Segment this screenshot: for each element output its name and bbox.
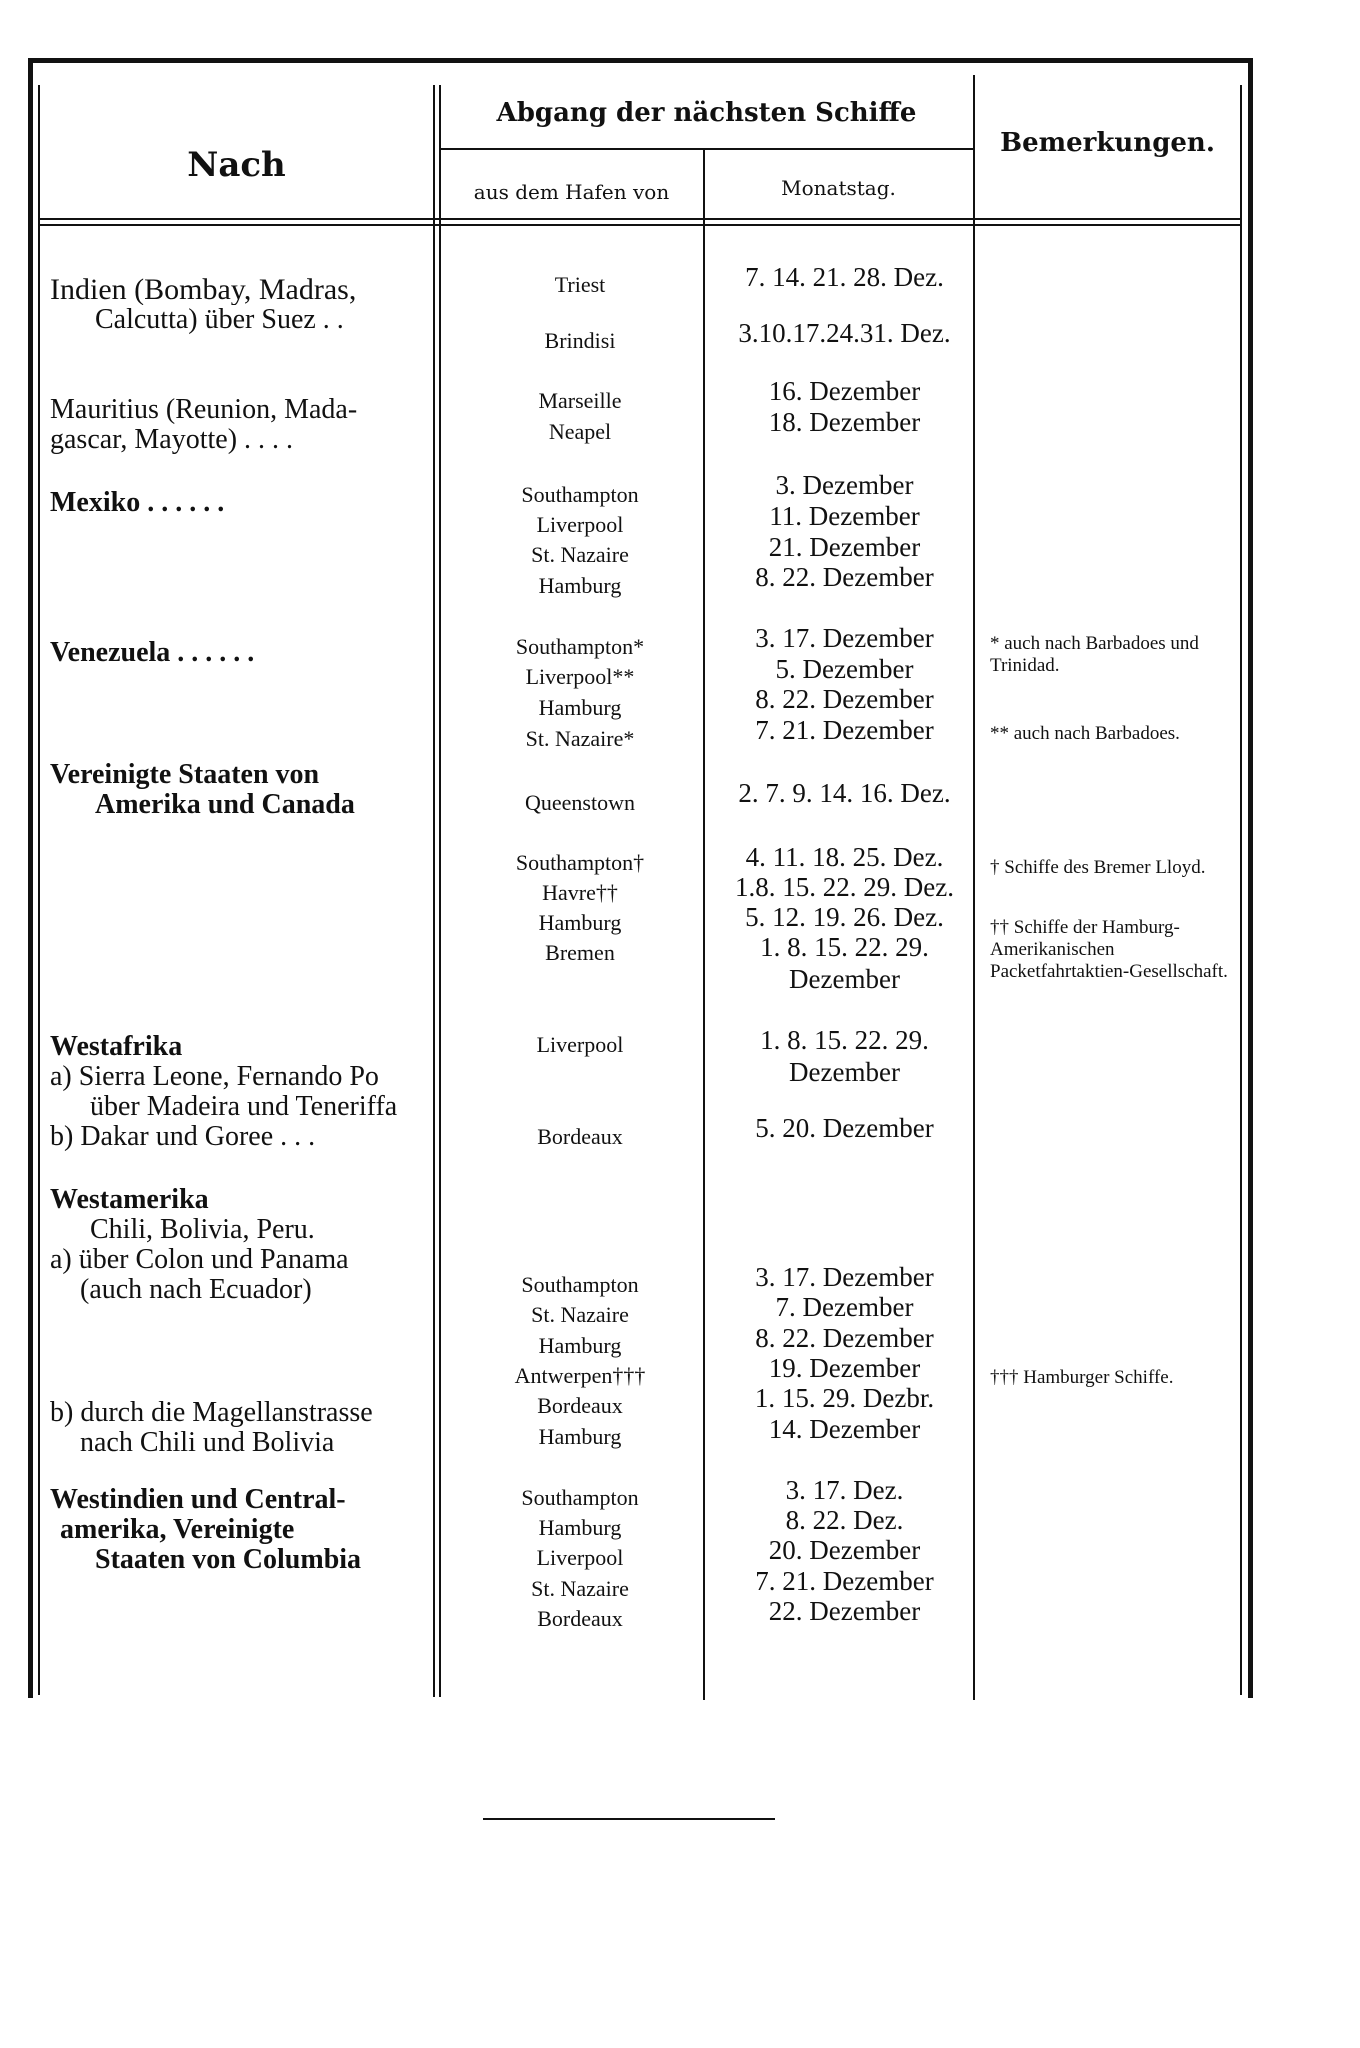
remark-note: * auch nach Barbadoes und Trinidad. [990, 633, 1199, 676]
departure-date: 16. Dezember [768, 376, 921, 406]
departure-date: 8. 22. Dezember [755, 562, 934, 592]
departure-date: 3.10.17.24.31. Dez. [738, 318, 951, 348]
destination-line: Calcutta) über Suez . . [95, 305, 344, 335]
table-top-border [28, 58, 1253, 63]
port-name: Bordeaux [537, 1393, 623, 1418]
port-name: Hamburg [538, 695, 622, 720]
header-subdivider [439, 148, 973, 150]
destination-line: b) durch die Magellanstrasse [50, 1398, 373, 1428]
destination-line: b) Dakar und Goree . . . [50, 1122, 316, 1152]
departure-date: 7. 21. Dezember [755, 1566, 934, 1596]
departure-date: 1. 15. 29. Dezbr. [754, 1383, 935, 1413]
column-divider-destination [433, 85, 435, 1697]
port-name: Bremen [545, 940, 615, 965]
port-name: Southampton [521, 1485, 639, 1510]
departure-date: 22. Dezember [768, 1596, 921, 1626]
port-name: Southampton [521, 1272, 639, 1297]
destination-line: Mexiko . . . . . . [50, 488, 225, 518]
destination-mexiko [50, 488, 425, 518]
departure-date: 2. 7. 9. 14. 16. Dez. [738, 778, 951, 808]
departure-date: 1. 8. 15. 22. 29. [760, 1025, 929, 1055]
header-bemerkungen: Bemerkungen. [1000, 128, 1215, 158]
header-hafen: aus dem Hafen von [473, 180, 670, 204]
port-name: Antwerpen††† [514, 1363, 646, 1388]
port-name: Queenstown [525, 790, 635, 815]
departure-date: 20. Dezember [768, 1535, 921, 1565]
departure-date: 8. 22. Dez. [785, 1505, 904, 1535]
destination-line: a) über Colon und Panama [50, 1245, 349, 1275]
destination-line: Mauritius (Reunion, Mada- [50, 395, 358, 425]
destination-westafrika [50, 1032, 425, 1152]
port-name: Hamburg [538, 910, 622, 935]
port-name: Triest [554, 272, 606, 297]
destination-line: Amerika und Canada [95, 790, 355, 820]
departure-date: 18. Dezember [768, 407, 921, 437]
departure-date: 5. 20. Dezember [755, 1113, 934, 1143]
port-name: Southampton† [515, 850, 645, 875]
port-name: St. Nazaire [531, 542, 629, 567]
destination-line: a) Sierra Leone, Fernando Po [50, 1062, 379, 1092]
departure-date: 1.8. 15. 22. 29. Dez. [735, 872, 954, 902]
departure-date: 7. 21. Dezember [755, 715, 934, 745]
port-name: Liverpool [536, 1032, 624, 1057]
port-name: Bordeaux [537, 1606, 623, 1631]
header-nach: Nach [187, 145, 286, 185]
destination-westamerika-b [50, 1398, 425, 1458]
destination-line: Westafrika [50, 1032, 183, 1062]
header-bottom-border-2 [38, 224, 1242, 226]
port-name: St. Nazaire* [525, 726, 635, 751]
footer-rule [483, 1818, 775, 1820]
destination-line: Westamerika [50, 1185, 209, 1215]
departure-date: 7. Dezember [775, 1292, 914, 1322]
table-left-inner-border [38, 85, 40, 1695]
destination-venezuela [50, 638, 425, 668]
destination-line: (auch nach Ecuador) [80, 1275, 312, 1305]
destination-mauritius [50, 395, 425, 455]
departure-date: 1. 8. 15. 22. 29. [760, 932, 929, 962]
header-abgang: Abgang der nächsten Schiffe [496, 98, 917, 128]
departure-date: 5. Dezember [775, 654, 914, 684]
departure-date: 5. 12. 19. 26. Dez. [745, 902, 944, 932]
port-name: Hamburg [538, 573, 622, 598]
destination-line: Chili, Bolivia, Peru. [90, 1215, 315, 1245]
port-name: Neapel [548, 419, 612, 444]
table-right-border [1248, 58, 1253, 1698]
remark-note: † Schiffe des Bremer Lloyd. [990, 857, 1206, 878]
departure-date: 3. 17. Dez. [785, 1475, 904, 1505]
departure-date: 3. Dezember [775, 470, 914, 500]
destination-line: Venezuela . . . . . . [50, 638, 255, 668]
port-name: Hamburg [538, 1424, 622, 1449]
departure-date: 8. 22. Dezember [755, 684, 934, 714]
destination-line: Indien (Bombay, Madras, [50, 275, 357, 305]
remark-note: †† Schiffe der Hamburg-Amerikanischen Packetfahrtaktien-Gesellschaft. [990, 917, 1228, 982]
port-name: Southampton* [515, 634, 645, 659]
departure-date: 19. Dezember [768, 1353, 921, 1383]
destination-indien [50, 275, 425, 335]
departure-date: 7. 14. 21. 28. Dez. [745, 262, 944, 292]
header-bottom-border [38, 218, 1242, 220]
destination-line: Staaten von Columbia [95, 1545, 362, 1575]
port-name: Southampton [521, 482, 639, 507]
port-name: Brindisi [544, 328, 616, 353]
departure-date: 8. 22. Dezember [755, 1323, 934, 1353]
column-divider-destination-2 [439, 85, 441, 1697]
port-name: St. Nazaire [531, 1302, 629, 1327]
destination-line: amerika, Vereinigte [60, 1515, 295, 1545]
port-name: Bordeaux [537, 1124, 623, 1149]
port-name: Liverpool** [525, 664, 635, 689]
departure-date: Dezember [789, 964, 900, 994]
departure-date: 14. Dezember [768, 1414, 921, 1444]
destination-line: gascar, Mayotte) . . . . [50, 425, 294, 455]
table-right-inner-border [1240, 85, 1242, 1695]
departure-date: 3. 17. Dezember [755, 623, 934, 653]
port-name: Hamburg [538, 1515, 622, 1540]
destination-line: Westindien und Central- [50, 1485, 346, 1515]
departure-date: Dezember [789, 1057, 900, 1087]
port-name: Marseille [538, 388, 622, 413]
departure-date: 11. Dezember [769, 501, 920, 531]
destination-line: über Madeira und Teneriffa [90, 1092, 398, 1122]
destination-westamerika [50, 1185, 425, 1305]
remark-note: ** auch nach Barbadoes. [990, 723, 1180, 744]
port-name: St. Nazaire [531, 1576, 629, 1601]
departure-date: 21. Dezember [768, 532, 921, 562]
destination-line: nach Chili und Bolivia [80, 1428, 335, 1458]
port-name: Havre†† [542, 880, 618, 905]
destination-line: Vereinigte Staaten von [50, 760, 320, 790]
header-monatstag: Monatstag. [781, 176, 896, 200]
departure-date: 4. 11. 18. 25. Dez. [745, 842, 944, 872]
port-name: Liverpool [536, 1545, 624, 1570]
remark-note: ††† Hamburger Schiffe. [990, 1367, 1174, 1388]
table-left-border [28, 58, 33, 1698]
destination-vereinigte-staaten [50, 760, 425, 820]
departure-date: 3. 17. Dezember [755, 1262, 934, 1292]
port-name: Hamburg [538, 1333, 622, 1358]
destination-westindien [50, 1485, 425, 1575]
port-name: Liverpool [536, 512, 624, 537]
